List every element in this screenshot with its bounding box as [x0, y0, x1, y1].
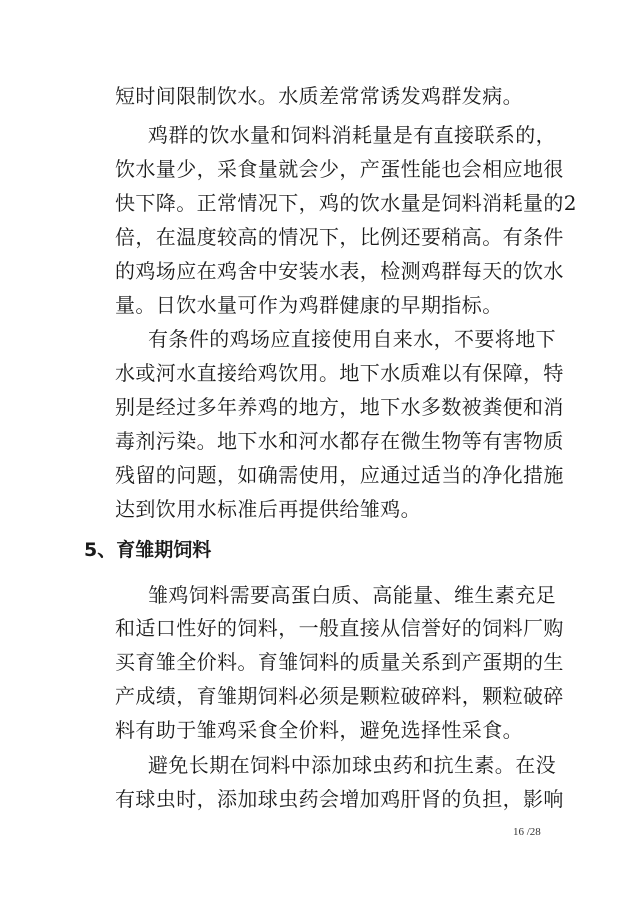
text-line: 达到饮用水标准后再提供给雏鸡。 — [115, 497, 421, 521]
text-line: 的鸡场应在鸡舍中安装水表，检测鸡群每天的饮水 — [115, 259, 564, 283]
text-line: 量。日饮水量可作为鸡群健康的早期指标。 — [115, 293, 503, 317]
page-number: 16 /28 — [513, 826, 541, 838]
text-line: 倍，在温度较高的情况下，比例还要稍高。有条件 — [115, 225, 564, 249]
text-line: 产成绩，育雏期饲料必须是颗粒破碎料，颗粒破碎 — [115, 684, 564, 708]
text-line: 残留的问题，如确需使用，应通过适当的净化措施 — [115, 463, 564, 487]
text-line: 快下降。正常情况下，鸡的饮水量是饲料消耗量的2 — [115, 191, 577, 215]
text-line: 毒剂污染。地下水和河水都存在微生物等有害物质 — [115, 429, 564, 453]
text-line: 有条件的鸡场应直接使用自来水，不要将地下 — [148, 327, 556, 351]
text-line: 鸡群的饮水量和饲料消耗量是有直接联系的， — [148, 123, 556, 147]
section-heading: 5、育雏期饲料 — [84, 539, 212, 561]
text-line: 料有助于雏鸡采食全价料，避免选择性采食。 — [115, 718, 523, 742]
text-line: 别是经过多年养鸡的地方，地下水多数被粪便和消 — [115, 395, 564, 419]
text-line: 饮水量少，采食量就会少，产蛋性能也会相应地很 — [115, 157, 564, 181]
text-line: 水或河水直接给鸡饮用。地下水质难以有保障，特 — [115, 361, 564, 385]
text-line: 有球虫时，添加球虫药会增加鸡肝肾的负担，影响 — [115, 787, 564, 811]
text-line: 避免长期在饲料中添加球虫药和抗生素。在没 — [148, 753, 556, 777]
text-line: 和适口性好的饲料，一般直接从信誉好的饲料厂购 — [115, 616, 564, 640]
text-line: 短时间限制饮水。水质差常常诱发鸡群发病。 — [115, 84, 523, 108]
text-line: 雏鸡饲料需要高蛋白质、高能量、维生素充足 — [148, 583, 556, 607]
text-line: 买育雏全价料。育雏饲料的质量关系到产蛋期的生 — [115, 650, 564, 674]
